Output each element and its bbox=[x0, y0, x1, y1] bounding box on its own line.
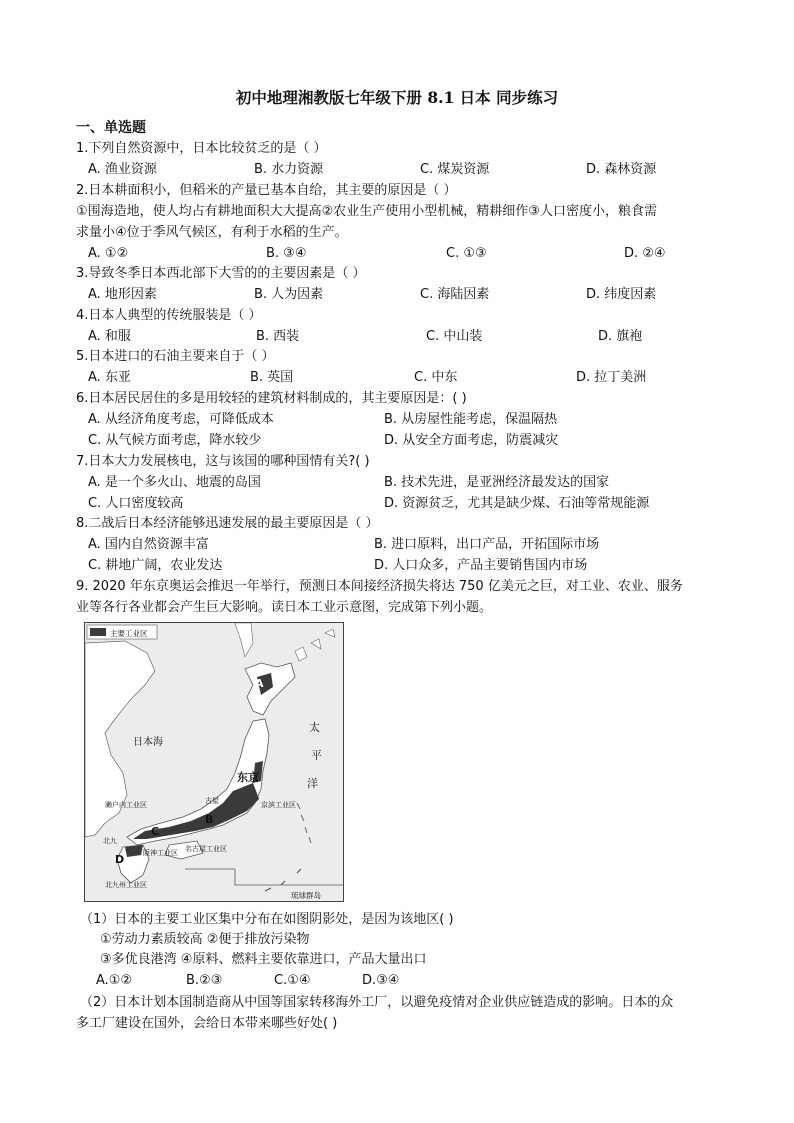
question-5-stem: 5.日本进口的石油主要来自于（ ） bbox=[76, 349, 275, 364]
q2-option-c: C. ①③ bbox=[446, 246, 487, 261]
map-label-keihin: 京滨工业区 bbox=[261, 801, 296, 809]
page-title: 初中地理湘教版七年级下册 8.1 日本 同步练习 bbox=[235, 88, 559, 107]
question-3-stem: 3.导致冬季日本西北部下大雪的的主要因素是（ ） bbox=[76, 266, 366, 281]
map-label-ryukyu: 琉球群岛 bbox=[291, 891, 321, 900]
map-label-d: D bbox=[115, 853, 125, 866]
map-label-kitakyu-short: 北九 bbox=[103, 837, 117, 845]
q5-option-d: D. 拉丁美洲 bbox=[576, 370, 647, 385]
map-label-kitakyushu: 北九州工业区 bbox=[105, 881, 147, 889]
q9-sub2-stem: （2）日本计划本国制造商从中国等国家转移海外工厂，以避免疫情对企业供应链造成的影响。日本的众 bbox=[80, 995, 674, 1010]
q2-option-b: B. ③④ bbox=[266, 246, 307, 261]
q9-sub1-option-d: D.③④ bbox=[362, 973, 400, 988]
map-label-tokyo: 东京 bbox=[237, 771, 259, 784]
q9-sub1-option-c: C.①④ bbox=[274, 973, 311, 988]
q7-option-b: B. 技术先进，是亚洲经济最发达的国家 bbox=[384, 475, 610, 490]
q4-option-b: B. 西装 bbox=[256, 329, 300, 344]
q9-sub1-option-a: A.①② bbox=[96, 973, 133, 988]
question-2-stem: 2.日本耕面积小，但稻米的产量已基本自给，其主要的原因是（ ） bbox=[76, 183, 457, 198]
question-4-stem: 4.日本人典型的传统服装是（ ） bbox=[76, 308, 262, 323]
q8-option-d: D. 人口众多，产品主要销售国内市场 bbox=[374, 558, 588, 573]
q9-sub2-stem-line2: 多工厂建设在国外，会给日本带来哪些好处( ) bbox=[76, 1016, 338, 1031]
q9-sub1-line2: ③多优良港湾 ④原料、燃料主要依靠进口，产品大量出口 bbox=[100, 952, 427, 967]
map-label-sea-of-japan: 日本海 bbox=[133, 737, 163, 748]
q6-option-b: B. 从房屋性能考虑，保温隔热 bbox=[384, 412, 558, 427]
map-label-pacific-1: 太 bbox=[309, 721, 320, 734]
q5-option-c: C. 中东 bbox=[414, 370, 458, 385]
q9-sub1-stem: （1）日本的主要工业区集中分布在如图阴影处，是因为该地区( ) bbox=[80, 912, 454, 927]
q6-option-c: C. 从气候方面考虑，降水较少 bbox=[88, 433, 262, 448]
q8-option-b: B. 进口原料，出口产品，开拓国际市场 bbox=[374, 537, 600, 552]
q4-option-a: A. 和服 bbox=[88, 329, 131, 344]
q3-option-c: C. 海陆因素 bbox=[420, 287, 490, 302]
map-legend-label: 主要工业区 bbox=[110, 629, 148, 638]
q1-option-c: C. 煤炭资源 bbox=[420, 162, 490, 177]
q3-option-d: D. 纬度因素 bbox=[586, 287, 657, 302]
map-label-pacific-3: 洋 bbox=[307, 777, 318, 790]
section-heading: 一、单选题 bbox=[76, 120, 146, 136]
q8-option-a: A. 国内自然资源丰富 bbox=[88, 537, 209, 552]
q7-option-d: D. 资源贫乏，尤其是缺少煤、石油等常规能源 bbox=[384, 496, 650, 511]
q6-option-d: D. 从安全方面考虑，防震减灾 bbox=[384, 433, 559, 448]
map-label-hanshin: 阪神工业区 bbox=[143, 849, 178, 857]
question-9-stem: 9. 2020 年东京奥运会推迟一年举行，预测日本间接经济损失将达 750 亿美元之巨，对工业、农业、服务 bbox=[76, 579, 683, 594]
map-legend-swatch bbox=[90, 628, 106, 636]
q9-sub1-option-b: B.②③ bbox=[186, 973, 223, 988]
q9-sub1-line1: ①劳动力素质较高 ②便于排放污染物 bbox=[100, 932, 310, 947]
map-label-a: A bbox=[255, 677, 264, 690]
q7-option-c: C. 人口密度较高 bbox=[88, 496, 184, 511]
map-label-kyoto: 古屋 bbox=[205, 797, 219, 805]
question-6-stem: 6.日本居民居住的多是用较轻的建筑材料制成的，其主要原因是：( ) bbox=[76, 391, 467, 406]
q7-option-a: A. 是一个多火山、地震的岛国 bbox=[88, 475, 261, 490]
q5-option-a: A. 东亚 bbox=[88, 370, 131, 385]
q3-option-a: A. 地形因素 bbox=[88, 287, 157, 302]
q6-option-a: A. 从经济角度考虑，可降低成本 bbox=[88, 412, 274, 427]
question-9-stem-line2: 业等各行各业都会产生巨大影响。读日本工业示意图，完成第下列小题。 bbox=[76, 600, 493, 615]
question-1-stem: 1.下列自然资源中，日本比较贫乏的是（ ） bbox=[76, 141, 327, 156]
map-label-setouchi: 濑户内工业区 bbox=[105, 801, 147, 809]
q5-option-b: B. 英国 bbox=[250, 370, 294, 385]
question-7-stem: 7.日本大力发展核电，这与该国的哪种国情有关?( ) bbox=[76, 454, 370, 469]
q4-option-d: D. 旗袍 bbox=[598, 329, 643, 344]
q2-option-d: D. ②④ bbox=[624, 246, 666, 261]
q1-option-a: A. 渔业资源 bbox=[88, 162, 157, 177]
map-label-c: C bbox=[151, 825, 160, 838]
q4-option-c: C. 中山装 bbox=[426, 329, 483, 344]
map-label-nagoya: 名古屋工业区 bbox=[185, 845, 227, 853]
q2-option-a: A. ①② bbox=[88, 246, 129, 261]
question-2-stem-line3: 求量小④位于季风气候区，有利于水稻的生产。 bbox=[76, 225, 348, 240]
q8-option-c: C. 耕地广阔，农业发达 bbox=[88, 558, 223, 573]
question-2-stem-line2: ①围海造地，使人均占有耕地面积大大提高②农业生产使用小型机械，精耕细作③人口密度小，粮食需 bbox=[76, 204, 657, 219]
japan-industry-map bbox=[84, 622, 344, 902]
map-label-pacific-2: 平 bbox=[311, 749, 322, 762]
map-label-b: B bbox=[205, 813, 214, 826]
q3-option-b: B. 人为因素 bbox=[254, 287, 324, 302]
q1-option-b: B. 水力资源 bbox=[254, 162, 324, 177]
q1-option-d: D. 森林资源 bbox=[586, 162, 657, 177]
question-8-stem: 8.二战后日本经济能够迅速发展的最主要原因是（ ） bbox=[76, 516, 379, 531]
